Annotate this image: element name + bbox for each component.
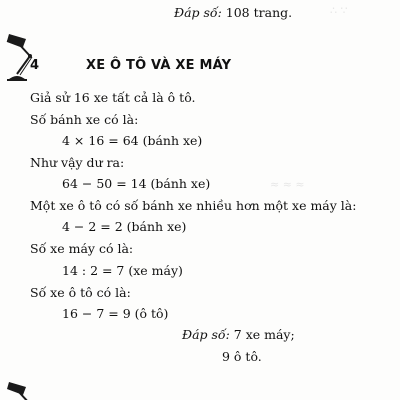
solution-line: Số xe máy có là: bbox=[30, 241, 134, 256]
calculation-line: 4 − 2 = 2 (bánh xe) bbox=[62, 219, 187, 234]
calculation-line: 14 : 2 = 7 (xe máy) bbox=[62, 263, 183, 278]
final-answer bbox=[182, 328, 295, 342]
problem-number: 4 bbox=[30, 58, 40, 73]
calculation-line: 4 × 16 = 64 (bánh xe) bbox=[62, 133, 203, 148]
desk-lamp-icon bbox=[4, 378, 38, 400]
final-answer-value-1: 7 xe máy; bbox=[233, 327, 295, 342]
problem-title: XE Ô TÔ VÀ XE MÁY bbox=[86, 58, 232, 73]
solution-line: Giả sử 16 xe tất cả là ô tô. bbox=[30, 90, 196, 105]
previous-answer-label: Đáp số: bbox=[174, 5, 222, 20]
final-answer-label: Đáp số: bbox=[182, 327, 230, 342]
calculation-line: 64 − 50 = 14 (bánh xe) bbox=[62, 176, 211, 191]
bleed-through: ≈ ≈ ≈ bbox=[270, 178, 305, 191]
previous-answer-value: 108 trang. bbox=[225, 5, 293, 20]
solution-line: Một xe ô tô có số bánh xe nhiều hơn một xe máy là: bbox=[30, 198, 357, 213]
final-answer-value-2: 9 ô tô. bbox=[222, 349, 262, 364]
calculation-line: 16 − 7 = 9 (ô tô) bbox=[62, 306, 169, 321]
bleed-through: ∴ ∵ bbox=[330, 4, 348, 17]
desk-lamp-icon bbox=[4, 30, 38, 84]
solution-line: Số bánh xe có là: bbox=[30, 112, 139, 127]
solution-line: Như vậy dư ra: bbox=[30, 155, 125, 170]
solution-line: Số xe ô tô có là: bbox=[30, 285, 131, 300]
previous-answer bbox=[174, 6, 292, 20]
